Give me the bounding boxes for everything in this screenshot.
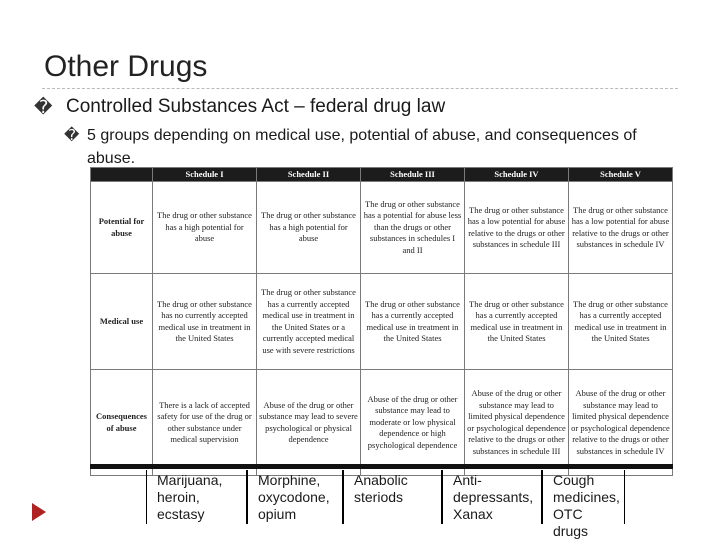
column-header: Schedule IV — [465, 168, 569, 182]
example-drugs-schedule-1: Marijuana, heroin, ecstasy — [146, 470, 247, 524]
slide-title: Other Drugs — [44, 50, 208, 83]
table-cell: Abuse of the drug or other substance may lead to severe psychological or physical dependence — [257, 370, 361, 476]
example-drugs-row — [146, 470, 678, 539]
table-row — [91, 370, 673, 476]
example-drugs-schedule-5: Cough medicines, OTC drugs — [542, 470, 625, 524]
table-corner-cell — [91, 168, 153, 182]
table-cell: There is a lack of accepted safety for use of the drug or other substance under medical supervision — [153, 370, 257, 476]
row-header: Consequences of abuse — [91, 370, 153, 476]
table-row — [91, 182, 673, 274]
column-header: Schedule III — [361, 168, 465, 182]
row-header: Potential for abuse — [91, 182, 153, 274]
column-header: Schedule II — [257, 168, 361, 182]
table-header-row — [91, 168, 673, 182]
table-cell: The drug or other substance has a low potential for abuse relative to the drugs or other substances in schedule III — [465, 182, 569, 274]
example-drugs-schedule-3: Anabolic steriods — [343, 470, 442, 524]
example-drugs-schedule-2: Morphine, oxycodone, opium — [247, 470, 343, 524]
bullet-level-1: Controlled Substances Act – federal drug law — [66, 96, 446, 117]
table-cell: Abuse of the drug or other substance may lead to limited physical dependence or psychological dependence relative to the drugs or other substances in schedule III — [465, 370, 569, 476]
table-cell: The drug or other substance has a currently accepted medical use in treatment in the United States — [569, 274, 673, 370]
bullet-marker-icon: � — [34, 97, 53, 117]
table-cell: The drug or other substance has a high potential for abuse — [153, 182, 257, 274]
table-cell: The drug or other substance has a high potential for abuse — [257, 182, 361, 274]
title-divider — [42, 88, 678, 89]
table-cell: The drug or other substance has a currently accepted medical use in treatment in the United States or a currently accepted medical use with severe restrictions — [257, 274, 361, 370]
row-header: Medical use — [91, 274, 153, 370]
column-header: Schedule V — [569, 168, 673, 182]
bullet-marker-icon: � — [64, 127, 80, 144]
table-cell: Abuse of the drug or other substance may lead to moderate or low physical dependence or high psychological dependence — [361, 370, 465, 476]
table-row — [91, 274, 673, 370]
table-cell: The drug or other substance has a currently accepted medical use in treatment in the United States — [465, 274, 569, 370]
table-cell: The drug or other substance has a low potential for abuse relative to the drugs or other substances in schedule IV — [569, 182, 673, 274]
table-cell: The drug or other substance has a currently accepted medical use in treatment in the United States — [361, 274, 465, 370]
example-drugs-schedule-4: Anti-depressants, Xanax — [442, 470, 542, 524]
table-cell: The drug or other substance has no currently accepted medical use in treatment in the United States — [153, 274, 257, 370]
table-bottom-bar — [90, 464, 673, 469]
drug-schedule-table — [90, 167, 673, 476]
triangle-arrow-icon — [32, 503, 46, 521]
table-cell: The drug or other substance has a potential for abuse less than the drugs or other substances in schedules I and II — [361, 182, 465, 274]
column-header: Schedule I — [153, 168, 257, 182]
table-cell: Abuse of the drug or other substance may lead to limited physical dependence or psychological dependence relative to the drugs or other substances in schedule IV — [569, 370, 673, 476]
bullet-level-2: 5 groups depending on medical use, potential of abuse, and consequences of abuse. — [87, 127, 637, 167]
